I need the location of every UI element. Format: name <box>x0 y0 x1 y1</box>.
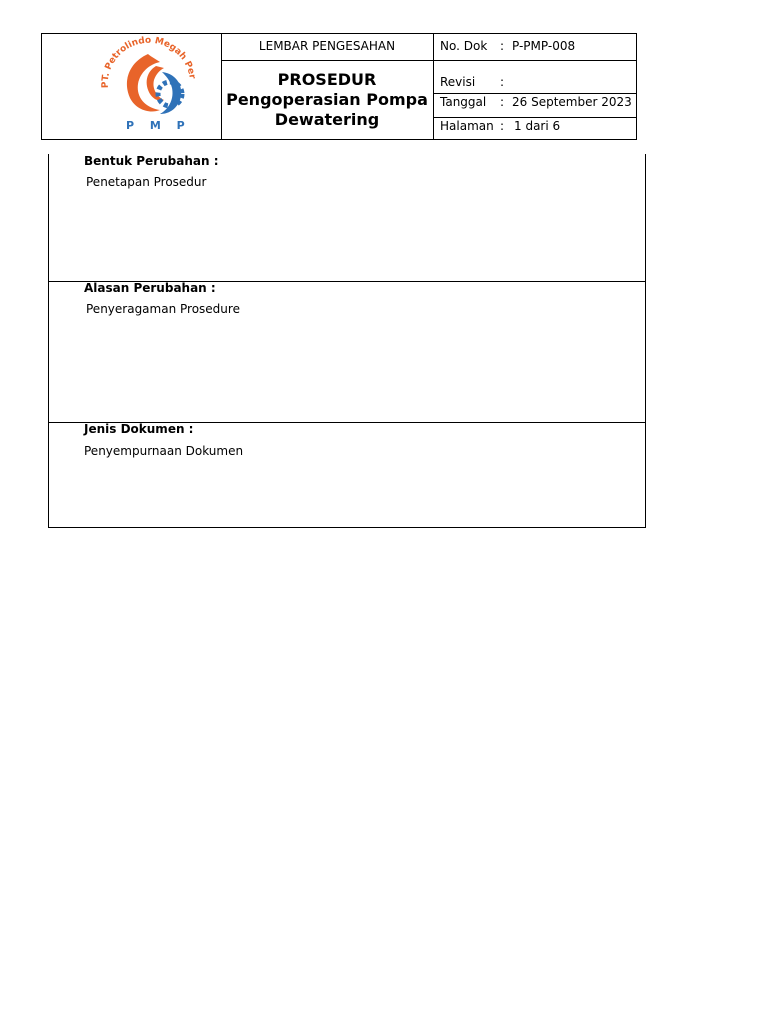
sheet-title: LEMBAR PENGESAHAN <box>258 39 396 53</box>
no-dok-sep: : <box>500 39 505 53</box>
company-logo-graphic <box>90 36 202 136</box>
section-value-bentuk-perubahan: Penetapan Prosedur <box>86 175 207 189</box>
section-label-bentuk-perubahan: Bentuk Perubahan : <box>84 154 219 168</box>
doc-type: PROSEDUR <box>277 70 377 89</box>
no-dok-label: No. Dok <box>440 39 488 53</box>
tanggal-value: 26 September 2023 <box>512 95 632 109</box>
halaman-label: Halaman <box>440 119 494 133</box>
revisi-sep: : <box>500 75 505 89</box>
tanggal-label: Tanggal <box>440 95 487 109</box>
halaman-value: 1 dari 6 <box>514 119 561 133</box>
halaman-sep: : <box>500 119 505 133</box>
meta-row-divider-2 <box>433 117 637 118</box>
logo-abbrev: P M P <box>126 119 191 132</box>
company-logo <box>90 36 202 136</box>
no-dok-value: P-PMP-008 <box>512 39 576 53</box>
header-divider-2 <box>433 33 434 140</box>
doc-title-line1: Pengoperasian Pompa <box>226 90 428 109</box>
section-label-alasan-perubahan: Alasan Perubahan : <box>84 281 216 295</box>
header-row-divider <box>221 60 637 61</box>
section-label-jenis-dokumen: Jenis Dokumen : <box>84 422 194 436</box>
doc-title-line2: Dewatering <box>274 110 380 129</box>
meta-row-divider-1 <box>433 93 637 94</box>
company-name-arc: PT. Petrolindo Megah Per <box>100 36 197 89</box>
section-value-alasan-perubahan: Penyeragaman Prosedure <box>86 302 240 316</box>
revisi-label: Revisi <box>440 75 476 89</box>
change-details-box <box>48 154 646 528</box>
tanggal-sep: : <box>500 95 505 109</box>
document-title <box>221 70 433 130</box>
section-value-jenis-dokumen: Penyempurnaan Dokumen <box>84 444 244 458</box>
